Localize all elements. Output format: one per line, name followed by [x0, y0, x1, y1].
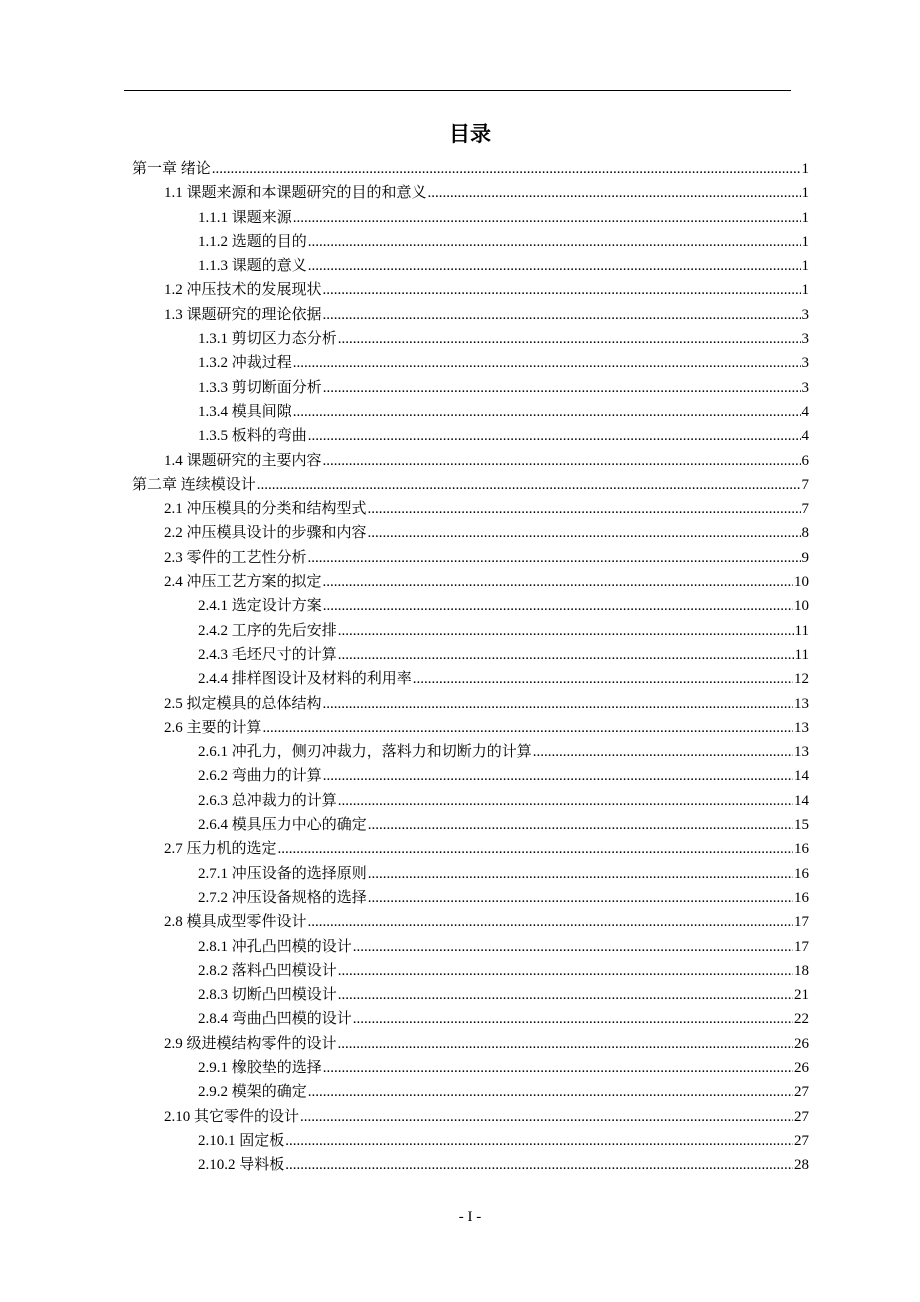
toc-entry-title: 2.6.1 冲孔力，侧刃冲裁力，落料力和切断力的计算: [198, 744, 532, 761]
toc-dot-leader: [338, 619, 794, 643]
toc-dot-leader: [278, 837, 793, 861]
toc-entry-page-number: 21: [794, 987, 809, 1004]
toc-entry[interactable]: [132, 521, 809, 545]
toc-entry[interactable]: [132, 254, 809, 278]
toc-dot-leader: [308, 230, 801, 254]
toc-entry-page-number: 7: [801, 501, 809, 518]
toc-entry-title: 1.3.5 板料的弯曲: [198, 428, 307, 445]
toc-dot-leader: [323, 570, 793, 594]
toc-entry[interactable]: [132, 1153, 809, 1177]
toc-entry[interactable]: [132, 497, 809, 521]
toc-entry[interactable]: [132, 643, 809, 667]
toc-entry-title: 2.1 冲压模具的分类和结构型式: [164, 501, 367, 518]
toc-entry[interactable]: [132, 1007, 809, 1031]
toc-entry[interactable]: [132, 813, 809, 837]
toc-dot-leader: [428, 181, 801, 205]
toc-entry[interactable]: [132, 181, 809, 205]
toc-entry-title: 2.8.1 冲孔凸凹模的设计: [198, 938, 352, 955]
toc-entry-page-number: 26: [794, 1059, 809, 1076]
toc-dot-leader: [257, 473, 801, 497]
toc-dot-leader: [368, 497, 801, 521]
toc-entry-title: 2.7.2 冲压设备规格的选择: [198, 889, 367, 906]
toc-dot-leader: [212, 157, 801, 181]
toc-entry[interactable]: [132, 935, 809, 959]
toc-entry-page-number: 17: [794, 914, 809, 931]
toc-dot-leader: [368, 813, 793, 837]
toc-entry[interactable]: [132, 740, 809, 764]
toc-dot-leader: [300, 1105, 793, 1129]
toc-dot-leader: [413, 667, 793, 691]
toc-entry[interactable]: [132, 351, 809, 375]
toc-entry-page-number: 22: [794, 1011, 809, 1028]
toc-dot-leader: [323, 376, 801, 400]
toc-dot-leader: [308, 424, 801, 448]
toc-entry-title: 2.4.3 毛坯尺寸的计算: [198, 646, 337, 663]
toc-entry-page-number: 7: [801, 476, 809, 493]
toc-entry[interactable]: [132, 376, 809, 400]
page-title: 目录: [449, 122, 491, 146]
toc-entry-page-number: 3: [801, 379, 809, 396]
toc-dot-leader: [263, 716, 793, 740]
toc-entry[interactable]: [132, 424, 809, 448]
toc-dot-leader: [353, 1007, 793, 1031]
toc-entry-page-number: 1: [801, 233, 809, 250]
toc-entry-page-number: 13: [794, 744, 809, 761]
toc-entry-page-number: 12: [794, 671, 809, 688]
toc-entry[interactable]: [132, 716, 809, 740]
toc-entry-title: 第二章 连续模设计: [132, 476, 256, 493]
toc-dot-leader: [308, 546, 801, 570]
toc-dot-leader: [293, 206, 801, 230]
toc-dot-leader: [368, 886, 793, 910]
table-of-contents: [132, 157, 809, 1177]
toc-entry-page-number: 4: [801, 428, 809, 445]
toc-entry-page-number: 3: [801, 306, 809, 323]
toc-entry[interactable]: [132, 1056, 809, 1080]
toc-dot-leader: [285, 1153, 793, 1177]
toc-entry-page-number: 28: [794, 1157, 809, 1174]
toc-entry-page-number: 9: [801, 549, 809, 566]
toc-entry[interactable]: [132, 959, 809, 983]
toc-entry-page-number: 13: [794, 719, 809, 736]
toc-entry-title: 2.6.2 弯曲力的计算: [198, 768, 322, 785]
toc-dot-leader: [368, 521, 801, 545]
toc-dot-leader: [323, 692, 793, 716]
toc-entry-title: 1.3 课题研究的理论依据: [164, 306, 322, 323]
toc-entry-page-number: 14: [794, 768, 809, 785]
toc-entry-title: 2.7.1 冲压设备的选择原则: [198, 865, 367, 882]
toc-entry[interactable]: [132, 157, 809, 181]
toc-dot-leader: [323, 303, 801, 327]
toc-dot-leader: [308, 910, 793, 934]
toc-entry-title: 2.8.2 落料凸凹模设计: [198, 962, 337, 979]
toc-entry[interactable]: [132, 303, 809, 327]
toc-entry-page-number: 10: [794, 598, 809, 615]
toc-dot-leader: [338, 789, 793, 813]
toc-entry-title: 2.4.4 排样图设计及材料的利用率: [198, 671, 412, 688]
toc-entry[interactable]: [132, 1129, 809, 1153]
toc-entry[interactable]: [132, 570, 809, 594]
toc-dot-leader: [323, 764, 793, 788]
toc-entry-title: 2.6.4 模具压力中心的确定: [198, 817, 367, 834]
toc-entry[interactable]: [132, 546, 809, 570]
toc-entry-title: 2.2 冲压模具设计的步骤和内容: [164, 525, 367, 542]
toc-entry-title: 2.10.2 导料板: [198, 1157, 285, 1174]
toc-entry-title: 2.4.1 选定设计方案: [198, 598, 322, 615]
toc-dot-leader: [323, 449, 801, 473]
toc-entry-title: 2.4.2 工序的先后安排: [198, 622, 337, 639]
toc-dot-leader: [293, 400, 801, 424]
toc-entry-title: 2.9.1 橡胶垫的选择: [198, 1059, 322, 1076]
toc-entry[interactable]: [132, 886, 809, 910]
toc-entry[interactable]: [132, 910, 809, 934]
toc-entry-title: 1.3.1 剪切区力态分析: [198, 331, 337, 348]
toc-dot-leader: [338, 643, 794, 667]
toc-dot-leader: [293, 351, 801, 375]
toc-entry[interactable]: [132, 230, 809, 254]
toc-entry-page-number: 11: [794, 622, 809, 639]
toc-entry-page-number: 8: [801, 525, 809, 542]
toc-entry[interactable]: [132, 594, 809, 618]
toc-entry-page-number: 16: [794, 889, 809, 906]
toc-entry[interactable]: [132, 789, 809, 813]
toc-dot-leader: [368, 862, 793, 886]
toc-dot-leader: [285, 1129, 793, 1153]
toc-entry[interactable]: [132, 473, 809, 497]
toc-entry[interactable]: [132, 206, 809, 230]
toc-dot-leader: [338, 1032, 793, 1056]
toc-entry[interactable]: [132, 764, 809, 788]
toc-dot-leader: [323, 594, 793, 618]
toc-entry[interactable]: [132, 449, 809, 473]
toc-entry-page-number: 6: [801, 452, 809, 469]
toc-entry-title: 2.6 主要的计算: [164, 719, 262, 736]
toc-entry-page-number: 15: [794, 817, 809, 834]
toc-dot-leader: [338, 983, 793, 1007]
toc-entry-title: 2.8 模具成型零件设计: [164, 914, 307, 931]
page-number-footer: - I -: [458, 1209, 482, 1225]
toc-entry[interactable]: [132, 983, 809, 1007]
toc-entry[interactable]: [132, 1105, 809, 1129]
toc-dot-leader: [338, 959, 793, 983]
toc-entry[interactable]: [132, 327, 809, 351]
toc-entry-title: 1.2 冲压技术的发展现状: [164, 282, 322, 299]
toc-entry-title: 2.4 冲压工艺方案的拟定: [164, 574, 322, 591]
toc-entry-title: 第一章 绪论: [132, 161, 211, 177]
toc-dot-leader: [308, 1080, 793, 1104]
toc-entry-page-number: 3: [801, 331, 809, 348]
toc-entry-title: 2.5 拟定模具的总体结构: [164, 695, 322, 712]
toc-entry[interactable]: [132, 667, 809, 691]
toc-entry-page-number: 4: [801, 403, 809, 420]
toc-entry-title: 2.10 其它零件的设计: [164, 1108, 300, 1125]
toc-entry-page-number: 11: [794, 646, 809, 663]
toc-entry-page-number: 27: [794, 1084, 809, 1101]
toc-entry-page-number: 1: [801, 185, 809, 202]
toc-entry-title: 2.10.1 固定板: [198, 1132, 285, 1149]
toc-entry-title: 1.1.3 课题的意义: [198, 258, 307, 275]
toc-entry-title: 1.3.2 冲裁过程: [198, 355, 292, 372]
toc-entry-page-number: 18: [794, 962, 809, 979]
toc-entry-page-number: 16: [794, 865, 809, 882]
toc-dot-leader: [533, 740, 793, 764]
header-rule: [124, 90, 791, 91]
toc-dot-leader: [323, 1056, 793, 1080]
toc-entry[interactable]: [132, 1032, 809, 1056]
toc-entry-page-number: 13: [794, 695, 809, 712]
toc-entry[interactable]: [132, 619, 809, 643]
toc-entry-page-number: 3: [801, 355, 809, 372]
toc-entry-page-number: 27: [794, 1108, 809, 1125]
toc-entry-title: 2.3 零件的工艺性分析: [164, 549, 307, 566]
toc-entry-title: 2.8.4 弯曲凸凹模的设计: [198, 1011, 352, 1028]
toc-entry-title: 2.9 级进模结构零件的设计: [164, 1035, 337, 1052]
toc-entry-title: 1.1 课题来源和本课题研究的目的和意义: [164, 185, 427, 202]
toc-entry[interactable]: [132, 278, 809, 302]
toc-entry[interactable]: [132, 1080, 809, 1104]
toc-dot-leader: [353, 935, 793, 959]
toc-entry[interactable]: [132, 862, 809, 886]
toc-dot-leader: [308, 254, 801, 278]
toc-entry-title: 1.1.1 课题来源: [198, 209, 292, 226]
toc-entry-page-number: 17: [794, 938, 809, 955]
toc-entry-page-number: 27: [794, 1132, 809, 1149]
toc-entry-page-number: 1: [801, 209, 809, 226]
toc-entry-page-number: 26: [794, 1035, 809, 1052]
toc-dot-leader: [338, 327, 801, 351]
toc-entry[interactable]: [132, 692, 809, 716]
toc-entry-page-number: 1: [801, 258, 809, 275]
toc-entry-title: 2.7 压力机的选定: [164, 841, 277, 858]
toc-entry-title: 1.3.4 模具间隙: [198, 403, 292, 420]
toc-entry-page-number: 1: [801, 282, 809, 299]
toc-entry-title: 1.4 课题研究的主要内容: [164, 452, 322, 469]
toc-entry-title: 2.8.3 切断凸凹模设计: [198, 987, 337, 1004]
toc-entry-page-number: 16: [794, 841, 809, 858]
toc-entry-title: 2.6.3 总冲裁力的计算: [198, 792, 337, 809]
toc-dot-leader: [323, 278, 801, 302]
toc-entry-title: 1.1.2 选题的目的: [198, 233, 307, 250]
toc-entry[interactable]: [132, 400, 809, 424]
toc-entry-title: 2.9.2 模架的确定: [198, 1084, 307, 1101]
toc-entry-page-number: 14: [794, 792, 809, 809]
toc-entry[interactable]: [132, 837, 809, 861]
toc-entry-title: 1.3.3 剪切断面分析: [198, 379, 322, 396]
toc-entry-page-number: 10: [794, 574, 809, 591]
toc-entry-page-number: 1: [801, 161, 809, 177]
